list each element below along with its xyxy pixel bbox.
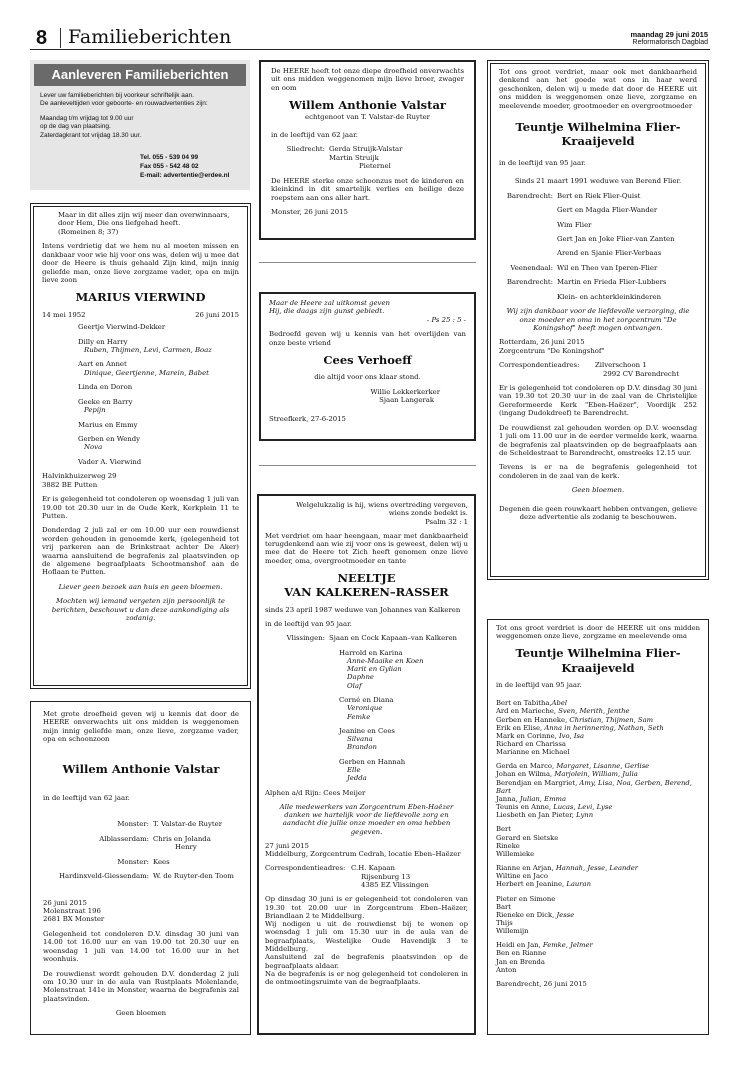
location-label: Hardinxveld-Giessendam: [58,872,149,881]
intro-text: Met grote droefheid geven wij u kennis dat door de HEERE onverwachts uit ons midden is weggenomen mijn innig geliefde man, onze lieve, zorgzame vader, opa en schoonzoon [43,710,239,744]
family-member: Vader A. Vierwind [78,457,142,466]
obituary-marius-vierwind [30,203,251,689]
family-line: Gerda en Marco, Margaret, Lisanne, Gerlise [496,762,650,771]
quote-line: Welgelukzalig is hij, wiens overtreding vergeven, [296,501,468,509]
location-label: Barendrecht: [506,278,553,287]
deceased-name: Teuntje Wilhelmina Flier- [515,646,681,661]
address-line: Molenstraat 196 [43,907,101,916]
intro-text: Tot ons groot verdriet, maar ook met dankbaarheid denkend aan het goede wat ons in haar werd geschonken, delen wij u mede dat door de HEERE uit ons midden is weggenomen onze lieve, zorgzame en meelevende moeder, grootmoeder en overgrootmoeder [499,68,697,110]
header-paper: Reformatorisch Dagblad [632,39,708,46]
quote-line: Hij, die daags zijn gunst gebiedt. [269,307,385,316]
family-member: Geeke en Barry [78,397,133,406]
condolence-text: Op dinsdag 30 juni is er gelegenheid tot condoleren van 19.30 tot 20.00 uur in Zorgcentrum Eben–Haëzer, Briandlaan 2 te Middelburg. [265,895,468,920]
closing-note: Geen bloemen. [571,486,625,495]
deceased-name: MARIUS VIERWIND [75,290,206,305]
location-label: Veenendaal: [510,263,553,272]
grandchild: Jeanine en Cees [339,726,395,735]
relative-name: Gert en Magda Flier-Wander [557,206,658,215]
grandchild: Corné en Diana [339,695,394,704]
info-line: Zaterdagkrant tot vrijdag 18.30 uur. [40,131,142,139]
family-member: Linda en Doron [78,383,133,392]
place-date: Barendrecht, 26 juni 2015 [496,979,587,988]
family-line: Janna, Julian, Emma [496,794,567,803]
quote-ref: - Ps 25 : 5 - [426,315,466,324]
family-line: Willemieke [496,849,535,858]
header-divider [60,28,61,48]
deceased-name: Willem Anthonie Valstar [289,98,446,113]
closing-text: De HEERE sterke onze schoonzus met de kinderen en kleinkind in dit smartelijk verlies en heilige deze roepstem aan ons aller hart. [271,176,464,202]
age-line: in de leeftijd van 95 jaar. [265,620,352,628]
date-line: Rotterdam, 26 juni 2015 [499,338,585,347]
family-line: Marianne en Michael [496,748,570,757]
great-grandchild: Daphne [347,673,374,682]
great-grandchild: Veronique [347,704,383,713]
grandchildren: Ruben, Thijmen, Levi, Carmen, Boaz [84,346,212,355]
quote-ref: Psalm 32 : 1 [425,517,468,526]
location-label: Alblasserdam: [99,834,149,843]
relative-name: Chris en Jolanda [153,834,211,843]
family-line: Rieneke en Dick, Jesse [496,910,575,919]
family-line: Herbert en Jeanine, Lauran [496,880,591,889]
family-line: Jan en Brenda [496,957,545,966]
deceased-name: Kraaijeveld [561,134,635,149]
address-line: C.H. Kapaan [351,864,395,873]
info-line: De aanleveltijden voor geboorte- en rouwadvertenties zijn: [40,100,208,108]
address-line: Halvinkhuizerweg 29 [42,472,117,481]
family-line: Wiltine en Jaco [496,872,548,881]
address-line: 3882 BE Putten [42,480,98,489]
family-line: Liesbeth en Jan Pieter, Lynn [496,811,594,820]
relative-name: Gerda Struijk-Valstar [329,145,403,154]
family-line: Berendjan en Margriet, Amy, Lisa, Noa, Gerben, Berend, Bart [496,778,692,795]
signatory: Sjaan Langerak [379,396,434,405]
address-line: Rijsenburg 13 [361,872,411,881]
great-grandchild: Olaf [347,681,362,690]
funeral-text: Donderdag 2 juli zal er om 10.00 uur een rouwdienst worden gehouden in genoemde kerk, (gelegenheid tot vrij parkeren aan de Brinkstraat achter De Aker) waarna aansluitend de begrafenis zal plaatsvinden op de algemene begraafplaats Schootmanshof aan de Hoflaan te Putten. [42,526,239,577]
family-line: Bert [496,825,511,834]
grandchild: Gerben en Hannah [339,757,406,766]
great-grandchild: Elle [347,765,361,774]
family-line: Ben en Rianne [496,949,547,958]
age-line: in de leeftijd van 62 jaar. [271,131,358,140]
relative-name: Cees Meijer [323,788,366,797]
deceased-name: Cees Verhoeff [323,353,412,368]
submission-info-box [30,60,250,190]
family-line: Heidi en Jan, Femke, Jelmer [496,941,593,950]
relative-name: W. de Ruyter-den Toom [153,872,234,881]
quote-ref: (Romeinen 8; 37) [58,227,119,236]
family-line: Willemijn [496,927,529,936]
relative-name: Wil en Theo van Iperen-Flier [557,263,658,272]
page-header [30,24,710,50]
intro-text: Bedroefd geven wij u kennis van het overlijden van onze beste vriend [269,330,466,347]
relative-name: T. Valstar-de Ruyter [153,820,222,829]
funeral-text: Wij nodigen u uit de rouwdienst bij te wonen op woensdag 1 juli om 15.30 uur in de aula van de begraafplaats, Westelijke Oude Havendijk 3 te Middelburg. [265,920,468,953]
intro-text: Met verdriet om haar heengaan, maar met dankbaarheid terugdenkend aan wie zij voor ons is geweest, delen wij u mee dat de Heere tot Zich heeft genomen onze lieve moeder, oma, overgrootmoeder en tante [265,531,468,565]
birth-date: 14 mei 1952 [42,310,86,319]
location-label: Monster: [117,820,149,829]
relative-name: Arend en Sjanie Flier-Verbaas [557,249,662,258]
date-line: 26 juni 2015 [43,898,87,907]
location-label: Alphen a/d Rijn: [265,788,322,797]
family-line: Teunis en Anne, Lucas, Levi, Lyse [496,803,613,812]
family-line: Richard en Charissa [496,740,566,748]
family-line: Gerard en Sietske [496,833,559,842]
relative-name: Bert en Riek Flier-Quist [557,191,641,200]
section-title: Familieberichten [68,26,232,48]
great-grandchild: Silvana [347,735,373,744]
grandchildren: Pepijn [84,406,106,415]
family-line: Gerben en Hanneke, Christian, Thijmen, Sam [496,715,654,724]
deceased-first-name: NEELTJE [337,570,396,585]
separator-line [259,465,476,466]
intro-text: Intens verdrietig dat we hem nu al moeten missen en dankbaar voor wie hij voor ons was, delen wij u mee dat door de Heere is thuis gehaald Zijn kind, mijn innig geliefde man, onze lieve zorgzame vader, opa en mijn lieve zoon [42,242,239,284]
family-line: Rianne en Arjan, Hannah, Jesse, Leander [496,864,639,873]
deceased-surname: VAN KALKEREN–RASSER [284,585,449,600]
place-line: Middelburg, Zorgcentrum Cedrah, locatie Eben–Haëzer [265,850,461,859]
great-grandchild: Femke [347,712,371,721]
note: Liever geen bezoek aan huis en geen bloemen. [58,582,223,591]
location-label: Vlissingen: [286,634,325,643]
condolence-text: Er is gelegenheid tot condoleren op woensdag 1 juli van 19.00 tot 20.30 uur in de Oude Kerk, Kerkplein 11 te Putten. [42,495,239,520]
date-line: 27 juni 2015 [265,841,309,850]
info-fax: Fax 055 - 542 48 02 [140,162,199,170]
condolence-text: Er is gelegenheid tot condoleren op D.V. dinsdag 30 juni van 19.30 tot 20.30 uur in de zaal van de Christelijke Gereformeerde Kerk "Eben-Haëzer", Voordijk 252 (ingang Dudokdreef) te Barendrecht. [499,384,697,418]
family-line: Thijs [496,918,513,927]
obituary-cees-verhoeff [259,292,476,441]
address-line: 4385 EZ Vlissingen [361,881,429,890]
intro-text: Tot ons groot verdriet is door de HEERE uit ons midden weggenomen onze lieve, zorgzame en meelevende oma [496,624,700,641]
relative-name: Kees [153,857,170,866]
thanks-note: Wij zijn dankbaar voor de liefdevolle verzorging, die onze moeder en oma in het zorgcentrum "De Koningshof" heeft mogen ontvangen. [506,307,690,332]
family-member: Gerben en Wendy [78,434,141,443]
location-label: Barendrecht: [506,191,553,200]
widow-line: Sinds 21 maart 1991 weduwe van Berend Flier. [514,177,682,186]
family-member: Dilly en Harry [78,337,128,346]
separator-line [259,262,476,263]
condolence-text: Gelegenheid tot condoleren D.V. dinsdag 30 juni van 14.00 tot 16.00 uur en van 19.00 tot 20.30 uur en woensdag 1 juli van 14.00 tot 16.00 uur in het woonhuis. [43,929,239,964]
place-date: Streefkerk, 27-6-2015 [269,414,346,423]
relative-name: Pieternel [359,162,391,171]
quote-line: Maar in dit alles zijn wij meer dan overwinnaars, [58,211,230,219]
info-email[interactable]: E-mail: advertentie@erdee.nl [140,171,230,179]
obituary-teuntje-flier-grandchildren [487,619,709,1035]
family-line: Rineke [496,841,520,850]
age-line: in de leeftijd van 62 jaar. [43,794,130,803]
family-line: Bert en Tabitha,Abel [496,699,568,708]
closing-note: Geen bloemen [115,1009,167,1018]
correspondence-label: Correspondentieadres: [499,361,580,370]
spouse-line: echtgenoot van T. Valstar-de Ruyter [305,112,430,121]
great-grandchild: Jedda [347,774,367,783]
address-line: 2681 BX Monster [43,915,105,924]
condolence-text: Na de begrafenis is er nog gelegenheid tot condoleren in de ontmoetingsruimte van de begraafplaats. [265,969,468,987]
condolence-text: Tevens is er na de begrafenis gelegenheid tot condoleren in de zaal van de kerk. [499,463,697,480]
page-number: 8 [36,27,48,49]
family-member: Geertje Vierwind-Dekker [78,323,166,332]
intro-text: De HEERE heeft tot onze diepe droefheid onverwachts uit ons midden weggenomen mijn lieve broer, zwager en oom [271,67,464,92]
signatory: Willie Lekkerkerker [370,387,440,396]
subtitle: die altijd voor ons klaar stond. [314,373,421,382]
obituary-teuntje-flier-children [487,60,709,580]
info-line: Lever uw familieberichten bij voorkeur schriftelijk aan. [40,92,194,99]
relative-name: Martin en Frieda Flier-Lubbers [557,278,667,287]
widow-line: sinds 23 april 1987 weduwe van Johannes van Kalkeren [265,605,461,614]
deceased-name: Teuntje Wilhelmina Flier- [515,120,681,135]
great-grandchild: Marit en Gylian [347,665,402,674]
note: Mochten wij iemand vergeten zijn persoonlijk te berichten, beschouwt u dan deze aankondiging als zodanig. [51,597,230,623]
funeral-text: De rouwdienst wordt gehouden D.V. donderdag 2 juli om 10.30 uur in de aula van Rustplaats Molenlande, Molenstraat 141e in Monster, waarna de begrafenis zal plaatsvinden. [43,969,239,1003]
death-date: 26 juni 2015 [195,310,239,319]
family-line: Bart [496,902,512,911]
funeral-text: De rouwdienst zal gehouden worden op D.V. woensdag 1 juli om 11.00 uur in de eerder vermelde kerk, waarna de begrafenis zal plaatsvinden op de begraafplaats aan de Scheldestraat te Barendrecht, omstreeks 12.15 uur. [499,423,697,457]
closing-note: Degenen die geen rouwkaart hebben ontvangen, gelieve deze advertentie als zodanig te beschouwen. [499,504,697,522]
relative-name: Gert Jan en Joke Flier-van Zanten [557,234,675,243]
family-line: Mark en Corinne, Ivo, Isa [496,731,585,740]
obituary-willem-valstar-sister [259,60,476,240]
header-date: maandag 29 juni 2015 [630,30,708,39]
info-title: Aanleveren Familieberichten [34,64,246,86]
relative-name: Wim Flier [557,220,592,229]
family-member: Marius en Emmy [78,420,138,429]
place-line: Zorgcentrum "De Koningshof" [499,346,605,355]
deceased-name: Kraaijeveld [561,660,635,675]
info-line: Maandag t/m vrijdag tot 9.00 uur [40,114,134,122]
age-line: in de leeftijd van 95 jaar. [499,158,586,167]
obituary-neeltje-van-kalkeren [257,494,476,1035]
obituary-willem-valstar-family [30,701,251,1035]
relative-name: Martin Struijk [329,153,379,162]
relative-name: Sjaan en Cock Kapaan–van Kalkeren [329,634,457,643]
thanks-note: Alle medewerkers van Zorgcentrum Eben-Haëzer danken we hartelijk voor de liefdevolle zorg en aandacht die jullie onze moeder en oma hebben gegeven. [279,802,454,836]
age-line: in de leeftijd van 95 jaar. [496,681,582,690]
family-member: Aart en Annet [78,360,127,369]
funeral-text: Aansluitend zal de begrafenis plaatsvinden op de begraafplaats aldaar. [265,953,468,970]
relative-name: Henry [175,843,197,852]
great-grandchild: Anne-Maaike en Koen [347,656,424,665]
family-line: Pieter en Simone [496,894,556,903]
info-phone: Tel. 055 - 539 04 99 [140,154,199,161]
address-line: 2992 CV Barendrecht [603,369,679,378]
info-line: op de dag van plaatsing. [40,123,111,131]
deceased-name: Willem Anthonie Valstar [62,761,220,776]
correspondence-label: Correspondentieadres: [265,864,346,873]
address-line: Zilverschoon 1 [595,361,647,370]
location-label: Sliedrecht: [286,145,325,154]
location-label: Monster: [117,857,149,866]
great-grandchild: Brandon [347,743,377,752]
quote-line: door Hem, Die ons liefgehad heeft. [58,219,181,228]
grandchildren: Nova [84,443,103,452]
quote-line: wiens zonde bedekt is. [388,509,468,518]
grandchild: Harrold en Karina [339,648,403,657]
grandchildren: Dinique, Geertjenne, Marein, Babet [84,368,209,377]
family-line: Johan en Wilma, Marjolein, William, Julia [496,770,638,779]
family-line: Erik en Elise, Anna in herinnering, Nathan, Seth [496,723,664,732]
quote-line: Maar de Heere zal uitkomst geven [269,299,390,307]
family-line: Anton [496,965,517,974]
relative-name: Klein- en achterkleinkinderen [557,292,662,301]
family-line: Ard en Marieche, Sven, Merith, Jenthe [496,707,630,716]
place-date: Monster, 26 juni 2015 [271,208,348,217]
